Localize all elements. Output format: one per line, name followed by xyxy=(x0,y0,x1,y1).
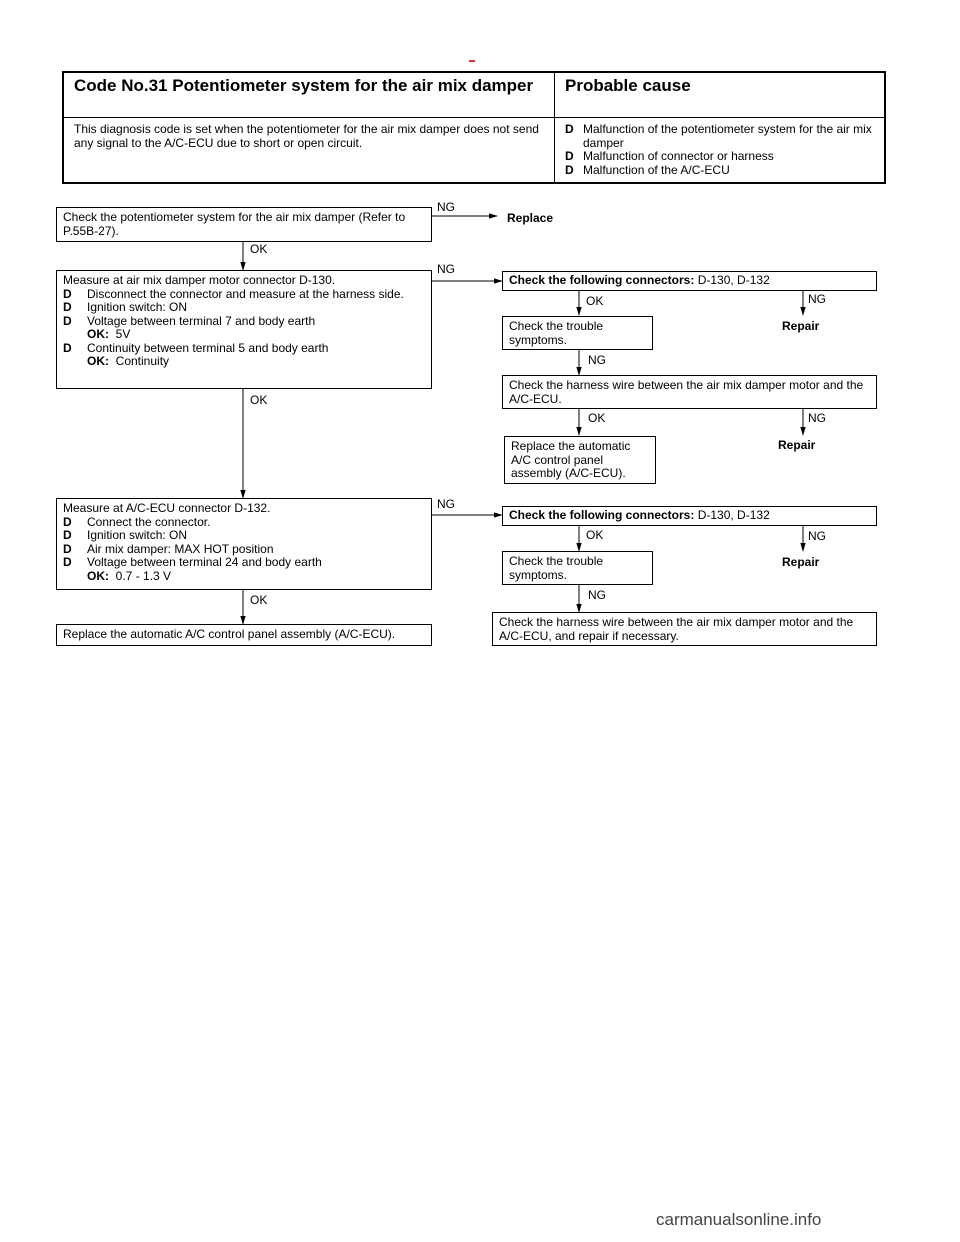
label-ok: OK xyxy=(250,393,268,407)
footer-watermark: carmanualsonline.info xyxy=(656,1210,822,1229)
measure-d132-box: Measure at A/C-ECU connector D-132. D Connect the connector. D Ignition switch: ON D Air mix damper: MAX HOT position D Voltage between terminal 24 and body earth OK: 0.7 - 1.3 V xyxy=(56,498,432,590)
check-potentiometer-box: Check the potentiometer system for the air mix damper (Refer to P.55B-27). xyxy=(56,207,432,242)
label-ok: OK xyxy=(250,593,268,607)
check-harness-box-2: Check the harness wire between the air mix damper motor and the A/C-ECU, and repair if necessary. xyxy=(492,612,877,646)
label-ok: OK xyxy=(586,294,604,308)
label-ng: NG xyxy=(588,588,606,602)
check-connectors-box-2: Check the following connectors: D-130, D-132 xyxy=(502,506,877,526)
check-harness-box-1: Check the harness wire between the air mix damper motor and the A/C-ECU. xyxy=(502,375,877,409)
measure-d130-box: Measure at air mix damper motor connector D-130. D Disconnect the connector and measure at the harness side. D Ignition switch: ON D Voltage between terminal 7 and body earth OK: 5V D Continuity between terminal 5 and body earth OK: Continuity xyxy=(56,270,432,389)
code-description: This diagnosis code is set when the potentiometer for the air mix damper does not send any signal to the A/C-ECU due to short or open circuit. xyxy=(63,118,555,184)
label-ng: NG xyxy=(808,411,826,425)
label-ok: OK xyxy=(588,411,606,425)
label-ng: NG xyxy=(808,292,826,306)
label-ng: NG xyxy=(808,529,826,543)
label-ng: NG xyxy=(437,262,455,276)
replace-panel-box-1: Replace the automatic A/C control panel assembly (A/C-ECU). xyxy=(504,436,656,484)
repair-result-2: Repair xyxy=(778,438,816,452)
check-connectors-box-1: Check the following connectors: D-130, D-132 xyxy=(502,271,877,291)
cause-item: D Malfunction of the A/C-ECU xyxy=(565,162,730,177)
replace-panel-final-box: Replace the automatic A/C control panel assembly (A/C-ECU). xyxy=(56,624,432,646)
replace-result: Replace xyxy=(507,211,554,225)
repair-result-3: Repair xyxy=(782,555,820,569)
cause-item: D Malfunction of connector or harness xyxy=(565,149,774,163)
repair-result-1: Repair xyxy=(782,319,820,333)
check-trouble-box-1: Check the trouble symptoms. xyxy=(502,316,653,350)
label-ng: NG xyxy=(588,353,606,367)
label-ng: NG xyxy=(437,200,455,214)
label-ok: OK xyxy=(586,528,604,542)
check-trouble-box-2: Check the trouble symptoms. xyxy=(502,551,653,585)
cause-item: D Malfunction of the potentiometer system for the air mix damper xyxy=(565,122,872,150)
label-ok: OK xyxy=(250,242,268,256)
cause-title: Probable cause xyxy=(555,72,886,118)
label-ng: NG xyxy=(437,497,455,511)
code-title: Code No.31 Potentiometer system for the air mix damper xyxy=(63,72,555,118)
